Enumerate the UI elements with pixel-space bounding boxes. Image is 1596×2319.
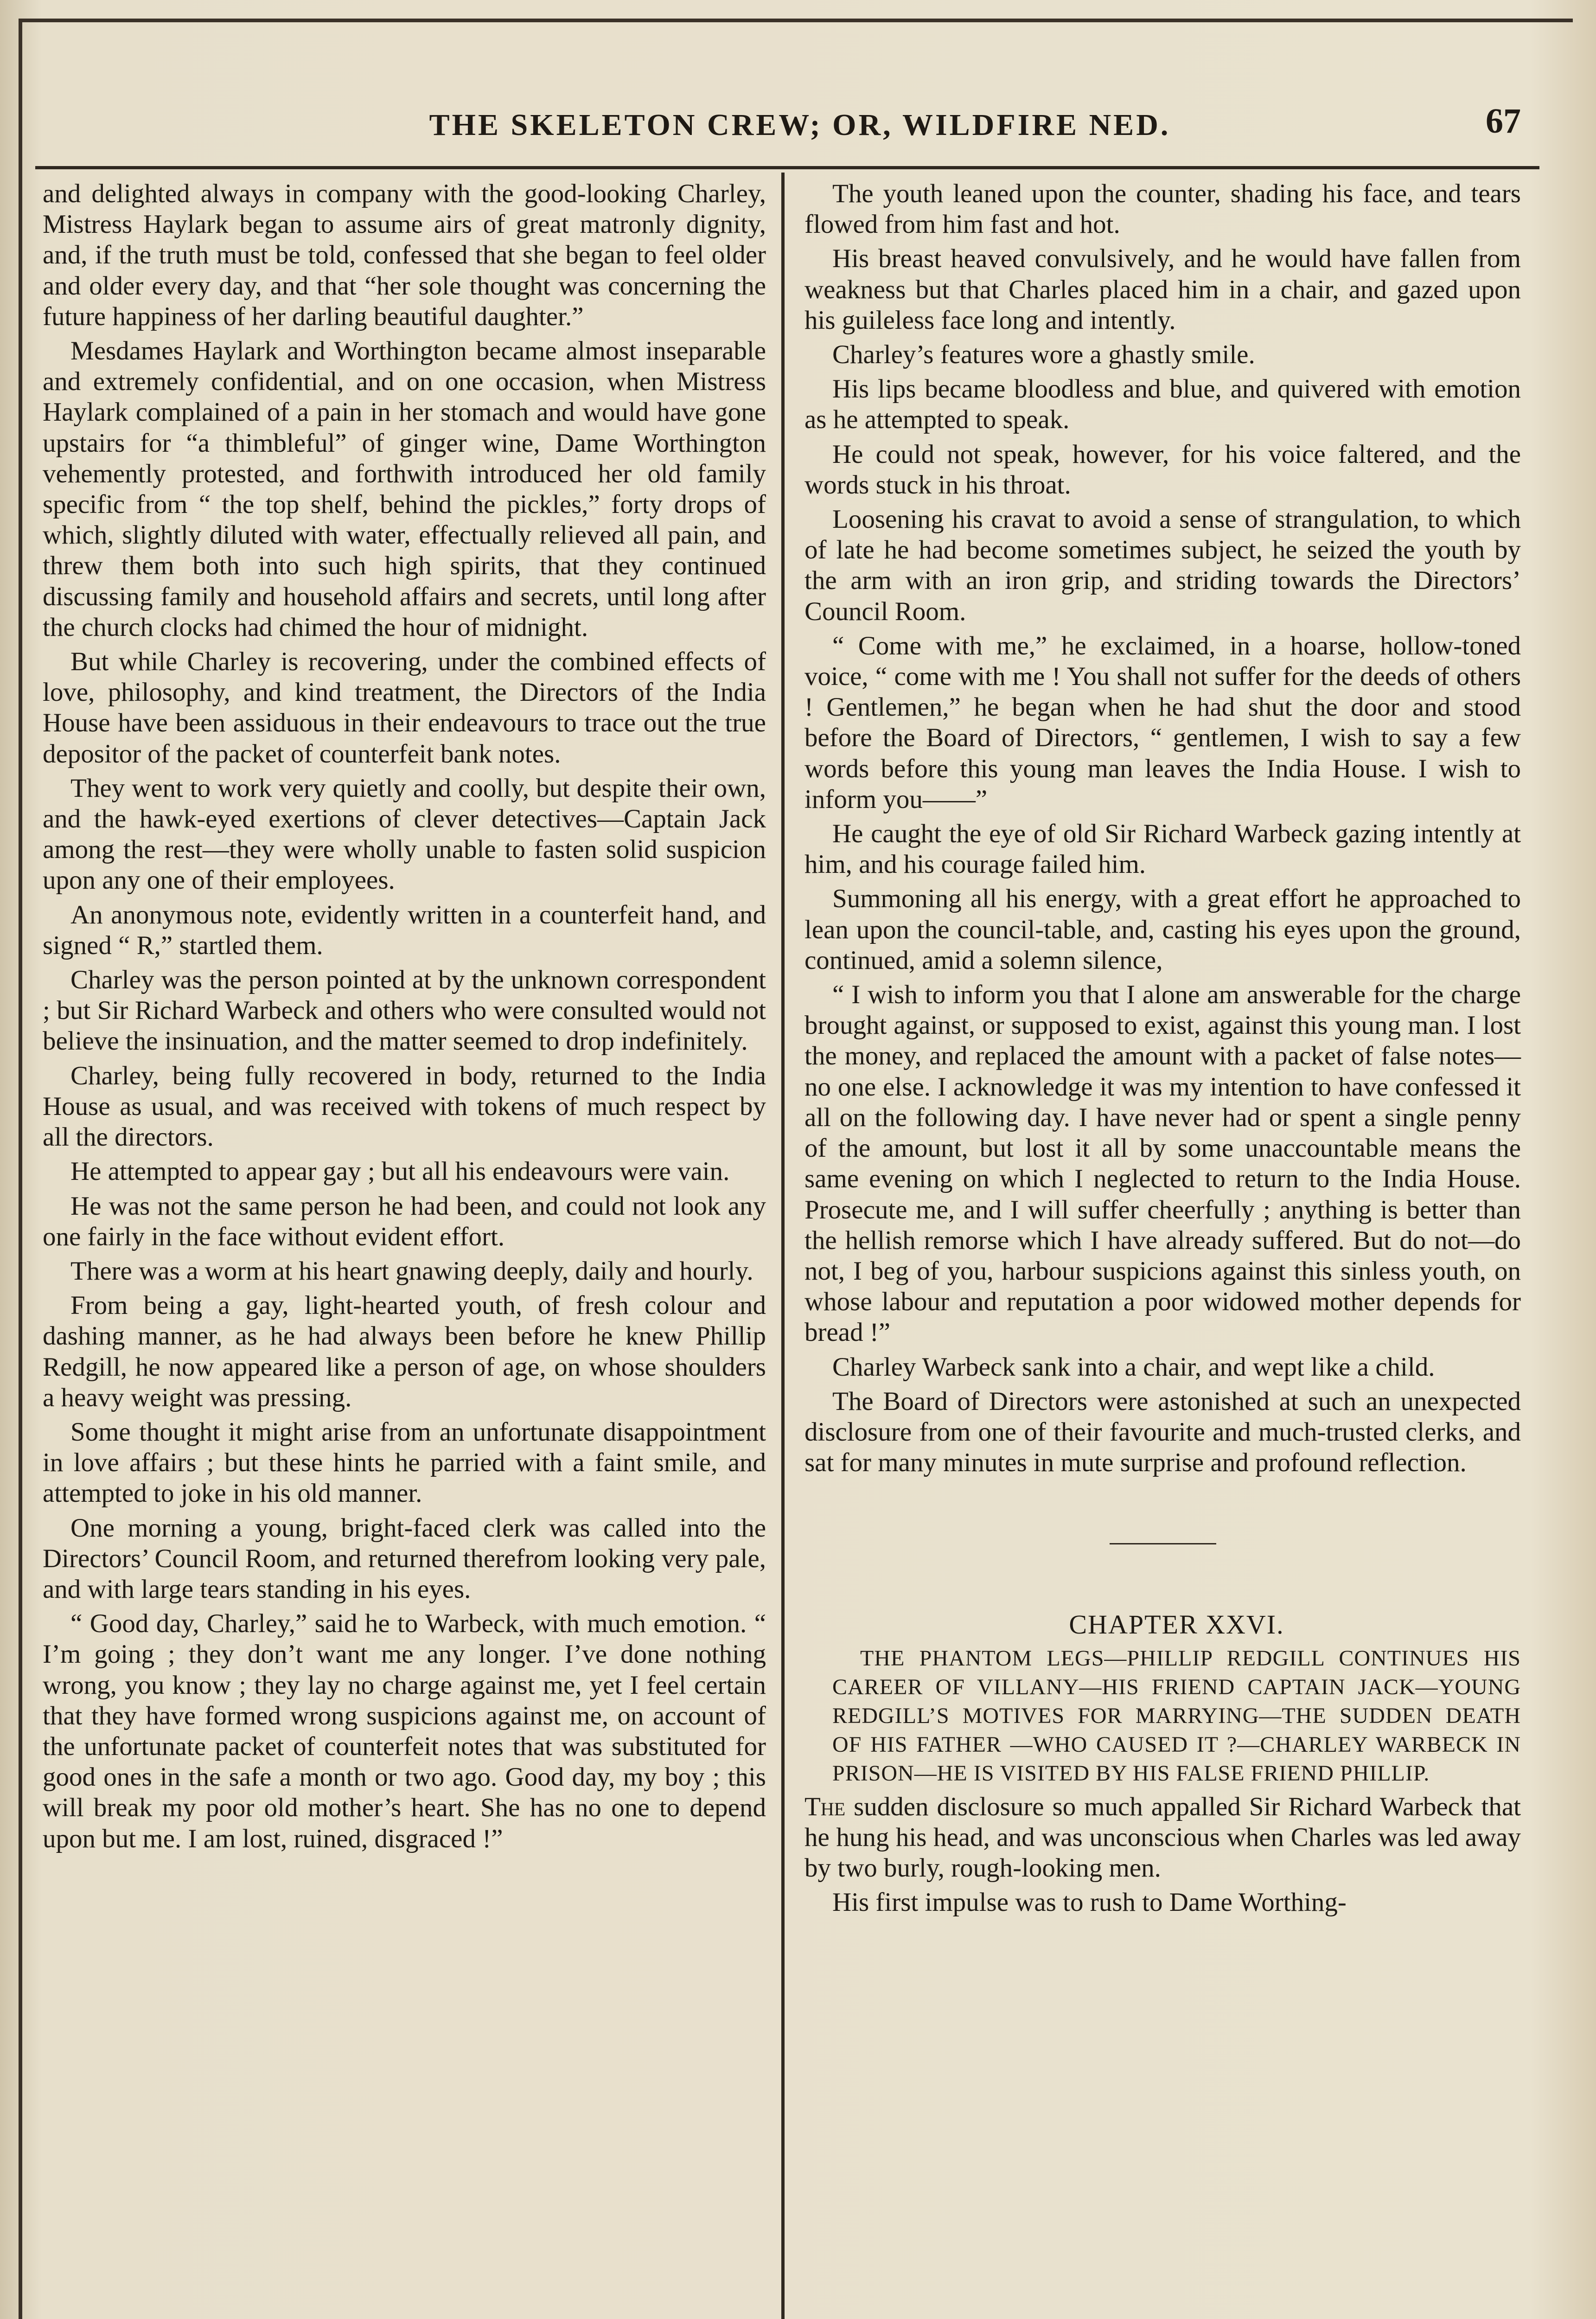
chapter-opening-paragraph (804, 1792, 1521, 1884)
paragraph: “ Good day, Charley,” said he to Warbeck, with much emotion. “ I’m going ; they don’t want me any longer. I’ve done nothing wrong, you know ; they lay no charge against me, yet I feel certain that they have formed wrong suspicions against me, on account of the unfortunate packet of counterfeit notes that was substituted for good ones in the safe a month or two ago. Good day, my boy ; this will break my poor old mother’s heart. She has no one to depend upon but me. I am lost, ruined, disgraced !” (43, 1609, 766, 1853)
opening-word: The (804, 1792, 846, 1821)
page-title: THE SKELETON CREW; OR, WILDFIRE NED. (429, 108, 1171, 142)
paragraph: The youth leaned upon the counter, shading his face, and tears flowed from him fast and hot. (804, 179, 1521, 239)
paragraph: He was not the same person he had been, and could not look any one fairly in the face without evident effort. (43, 1191, 766, 1251)
paragraph: “ I wish to inform you that I alone am answerable for the charge brought against, or supposed to exist, against this young man. I lost the money, and replaced the amount with a packet of false notes—no one else. I acknowledge it was my intention to have confessed it all on the following day. I have never had or spent a single penny of the amount, but lost it all by some unaccountable means the same evening on which I neglected to return to the India House. Prosecute me, and I will suffer cheerfully ; anything is better than the hellish remorse which I have already suffered. But do not—do not, I beg of you, harbour suspicions against this sinless youth, on whose labour and reputation a poor widowed mother depends for bread !” (804, 980, 1521, 1347)
paragraph: Summoning all his energy, with a great effort he approached to lean upon the council-table, and, casting his eyes upon the ground, continued, amid a solemn silence, (804, 884, 1521, 975)
paragraph: and delighted always in company with the good-looking Charley, Mistress Haylark began to assume airs of great matronly dignity, and, if the truth must be told, confessed that she began to feel older and older every day, and that “her sole thought was concerning the future happiness of her darling beautiful daughter.” (43, 179, 766, 331)
paragraph: There was a worm at his heart gnawing deeply, daily and hourly. (70, 1256, 753, 1286)
section-divider (1110, 1543, 1216, 1544)
paragraph: They went to work very quietly and coolly, but despite their own, and the hawk-eyed exertions of clever detectives—Captain Jack among the rest—they were wholly unable to fasten solid suspicion upon any one of their employees. (43, 773, 766, 895)
column-divider (781, 173, 785, 2319)
paragraph: From being a gay, light-hearted youth, of fresh colour and dashing manner, as he had always been before he knew Phillip Redgill, he now appeared like a person of age, on whose shoulders a heavy weight was pressing. (43, 1291, 766, 1412)
opening-text: sudden disclosure so much appalled Sir Richard Warbeck that he hung his head, and was unconscious when Charles was led away by two burly, rough-looking men. (804, 1792, 1521, 1883)
paragraph: Charley was the person pointed at by the unknown correspondent ; but Sir Richard Warbeck and others who were consulted would not believe the insinuation, and the matter seemed to drop indefinitely. (43, 965, 766, 1056)
page-number: 67 (1486, 102, 1521, 141)
paragraph: His first impulse was to rush to Dame Worthing- (832, 1888, 1347, 1917)
paragraph: Charley’s features wore a ghastly smile. (832, 340, 1255, 370)
paragraph: Charley Warbeck sank into a chair, and wept like a child. (832, 1352, 1435, 1382)
paragraph: Mesdames Haylark and Worthington became almost inseparable and extremely confidential, and on one occasion, when Mistress Haylark complained of a pain in her stomach and would have gone upstairs for “a thimbleful” of ginger wine, Dame Worthington vehemently protested, and forthwith introduced her old family specific from “ the top shelf, behind the pickles,” forty drops of which, slightly diluted with water, effectually relieved all pain, and threw them both into such high spirits, that they continued discussing family and household affairs and secrets, until long after the church clocks had chimed the hour of midnight. (43, 336, 766, 642)
paragraph: He could not speak, however, for his voice faltered, and the words stuck in his throat. (804, 439, 1521, 500)
chapter-heading: CHAPTER XXVI. (1069, 1609, 1284, 1640)
left-column (43, 179, 766, 1858)
paragraph: Some thought it might arise from an unfortunate disappointment in love affairs ; but these hints he parried with a faint smile, and attempted to joke in his old manner. (43, 1417, 766, 1508)
right-column (804, 179, 1521, 1922)
paragraph: Loosening his cravat to avoid a sense of strangulation, to which of late he had become sometimes subject, he seized the youth by the arm with an iron grip, and striding towards the Directors’ Council Room. (804, 505, 1521, 626)
paragraph: One morning a young, bright-faced clerk was called into the Directors’ Council Room, and returned therefrom looking very pale, and with large tears standing in his eyes. (43, 1513, 766, 1604)
paragraph: “ Come with me,” he exclaimed, in a hoarse, hollow-toned voice, “ come with me ! You shall not suffer for the deeds of others ! Gentlemen,” he began when he had shut the door and stood before the Board of Directors, “ gentlemen, I wish to say a few words before this young man leaves the India House. I wish to inform you——” (804, 631, 1521, 814)
paragraph: He caught the eye of old Sir Richard Warbeck gazing intently at him, and his courage failed him. (804, 819, 1521, 879)
paragraph: His breast heaved convulsively, and he would have fallen from weakness but that Charles placed him in a chair, and gazed upon his guileless face long and intently. (804, 244, 1521, 335)
chapter-summary: THE PHANTOM LEGS—PHILLIP REDGILL CONTINUES HIS CAREER OF VILLANY—HIS FRIEND CAPTAIN JACK—YOUNG REDGILL’S MOTIVES FOR MARRYING—THE SUDDEN DEATH OF HIS FATHER —WHO CAUSED IT ?—CHARLEY WARBECK IN PRISON—HE IS VISITED BY HIS FALSE FRIEND PHILLIP. (832, 1646, 1521, 1786)
paragraph: His lips became bloodless and blue, and quivered with emotion as he attempted to speak. (804, 374, 1521, 435)
paragraph: Charley, being fully recovered in body, returned to the India House as usual, and was received with tokens of much respect by all the directors. (43, 1061, 766, 1152)
paragraph: He attempted to appear gay ; but all his endeavours were vain. (70, 1157, 730, 1186)
paragraph: The Board of Directors were astonished at such an unexpected disclosure from one of their favourite and much-trusted clerks, and sat for many minutes in mute surprise and profound reflection. (804, 1386, 1521, 1478)
running-header (79, 97, 1521, 153)
paragraph: But while Charley is recovering, under the combined effects of love, philosophy, and kind treatment, the Directors of the India House have been assiduous in their endeavours to trace out the true depositor of the packet of counterfeit bank notes. (43, 647, 766, 769)
header-rule (35, 166, 1539, 169)
paragraph: An anonymous note, evidently written in a counterfeit hand, and signed “ R,” startled them. (43, 900, 766, 960)
